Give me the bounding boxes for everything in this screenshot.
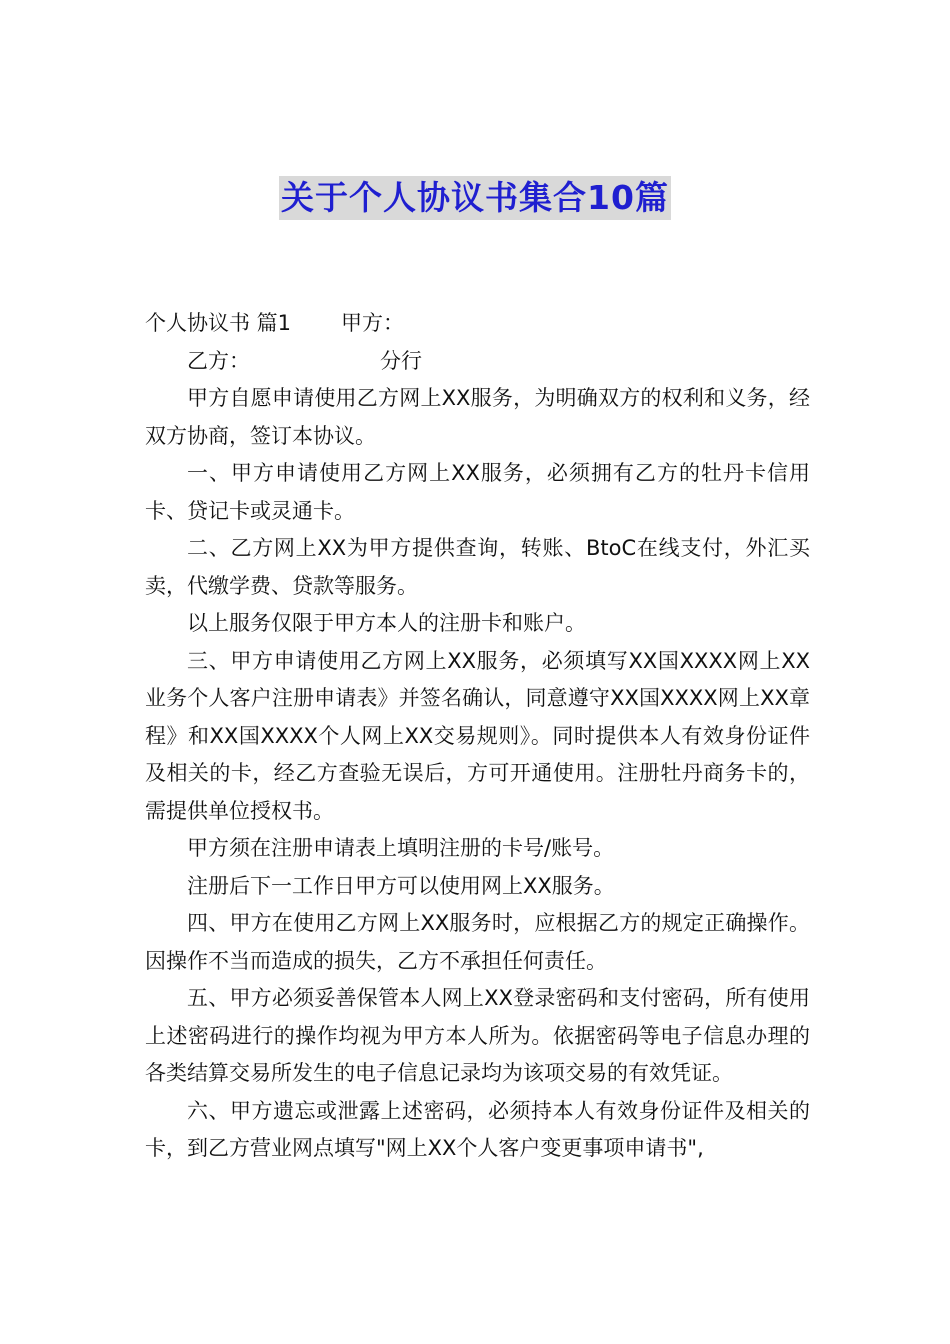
section-heading: 个人协议书 篇1 — [145, 311, 292, 335]
party-a-label: 甲方： — [341, 311, 405, 335]
paragraph-9: 五、甲方必须妥善保管本人网上XX登录密码和支付密码，所有使用上述密码进行的操作均视为甲方本人所为。依据密码等电子信息办理的各类结算交易所发生的电子信息记录均为该项交易的有效凭证。 — [145, 986, 810, 1085]
branch-label: 分行 — [380, 348, 422, 373]
heading-line — [145, 305, 810, 343]
party-b-label: 乙方： — [187, 348, 250, 373]
paragraph-4: 以上服务仅限于甲方本人的注册卡和账户。 — [187, 611, 586, 635]
paragraph-7: 注册后下一工作日甲方可以使用网上XX服务。 — [187, 873, 615, 898]
document-body — [145, 305, 810, 1168]
paragraph-5: 三、甲方申请使用乙方网上XX服务，必须填写XX国XXXX网上XX业务个人客户注册申请表》并签名确认，同意遵守XX国XXXX网上XX章程》和XX国XXXX个人网上XX交易规则》。同时提供本人有效身份证件及相关的卡，经乙方查验无误后，方可开通使用。注册牡丹商务卡的，需提供单位授权书。 — [145, 648, 810, 823]
paragraph-8: 四、甲方在使用乙方网上XX服务时，应根据乙方的规定正确操作。因操作不当而造成的损失，乙方不承担任何责任。 — [145, 911, 810, 973]
paragraph-1: 甲方自愿申请使用乙方网上XX服务，为明确双方的权利和义务，经双方协商，签订本协议。 — [145, 386, 810, 448]
paragraph-2: 一、甲方申请使用乙方网上XX服务，必须拥有乙方的牡丹卡信用卡、贷记卡或灵通卡。 — [145, 461, 810, 523]
title-container — [0, 176, 950, 220]
paragraph-6: 甲方须在注册申请表上填明注册的卡号/账号。 — [187, 836, 615, 860]
party-b-line — [145, 343, 810, 381]
paragraph-10: 六、甲方遗忘或泄露上述密码，必须持本人有效身份证件及相关的卡，到乙方营业网点填写"网上XX个人客户变更事项申请书", — [145, 1098, 810, 1160]
document-title: 关于个人协议书集合10篇 — [279, 176, 671, 220]
paragraph-3: 二、乙方网上XX为甲方提供查询，转账、BtoC在线支付，外汇买卖，代缴学费、贷款等服务。 — [145, 536, 810, 598]
